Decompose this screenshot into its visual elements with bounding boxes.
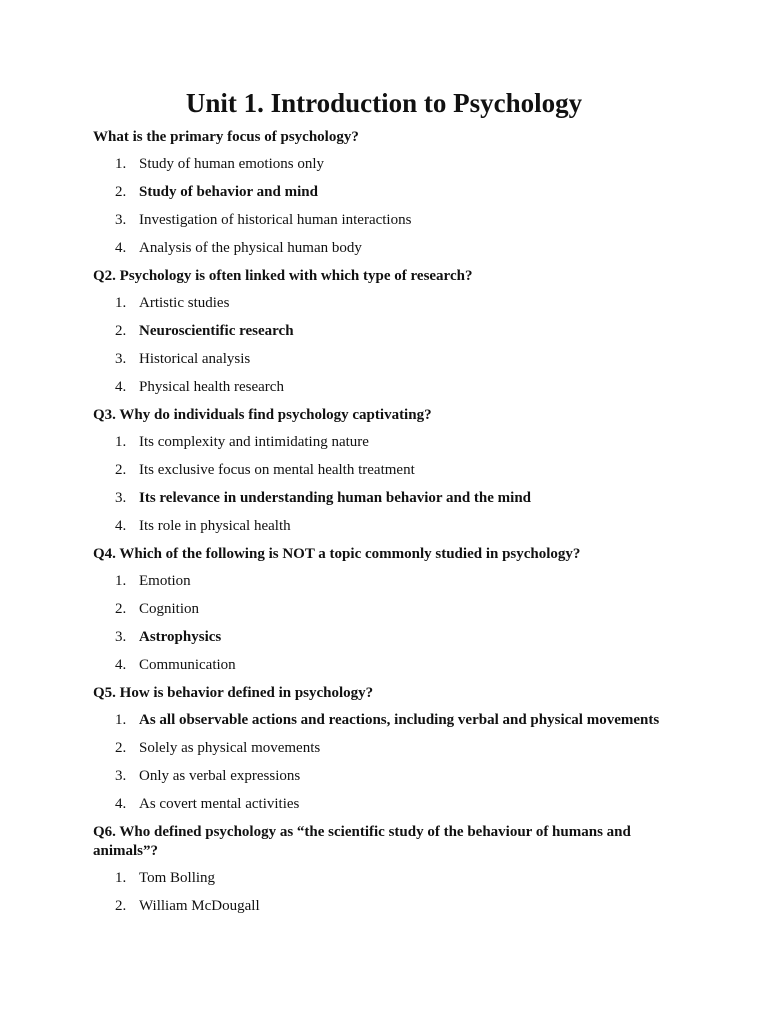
- option-number: 2.: [115, 898, 127, 914]
- option-text: Communication: [139, 657, 236, 673]
- option-text: Emotion: [139, 573, 191, 589]
- option-number: 4.: [115, 796, 127, 812]
- option-item: [93, 517, 663, 536]
- option-item-answer: [93, 711, 663, 730]
- option-item: [93, 350, 663, 369]
- question-text: Q5. How is behavior defined in psychology?: [93, 685, 374, 701]
- question-text: Q4. Which of the following is NOT a topic commonly studied in psychology?: [93, 546, 581, 562]
- question-list: [93, 128, 663, 925]
- option-text: Historical analysis: [139, 351, 251, 367]
- option-text: Its role in physical health: [139, 518, 291, 534]
- option-text: Its exclusive focus on mental health treatment: [139, 462, 415, 478]
- option-item-answer: [93, 489, 663, 508]
- question-text: Q3. Why do individuals find psychology captivating?: [93, 407, 432, 423]
- option-list: [93, 294, 663, 397]
- option-number: 4.: [115, 518, 127, 534]
- option-item: [93, 433, 663, 452]
- question-block: [93, 406, 663, 536]
- option-text: As all observable actions and reactions, including verbal and physical movements: [139, 712, 660, 728]
- option-item: [93, 211, 663, 230]
- option-number: 2.: [115, 740, 127, 756]
- option-text: Only as verbal expressions: [139, 768, 301, 784]
- option-item: [93, 600, 663, 619]
- option-number: 3.: [115, 629, 127, 645]
- option-text: Cognition: [139, 601, 200, 617]
- option-text: Its relevance in understanding human behavior and the mind: [139, 490, 532, 506]
- option-text: Neuroscientific research: [139, 323, 294, 339]
- option-number: 1.: [115, 870, 127, 886]
- option-number: 1.: [115, 573, 127, 589]
- option-number: 1.: [115, 434, 127, 450]
- option-text: As covert mental activities: [139, 796, 300, 812]
- option-number: 2.: [115, 462, 127, 478]
- option-text: Study of behavior and mind: [139, 184, 318, 200]
- option-number: 3.: [115, 490, 127, 506]
- option-number: 3.: [115, 768, 127, 784]
- question-text: What is the primary focus of psychology?: [93, 129, 359, 145]
- option-list: [93, 155, 663, 258]
- option-number: 1.: [115, 295, 127, 311]
- option-number: 4.: [115, 657, 127, 673]
- option-item: [93, 656, 663, 675]
- option-item-answer: [93, 322, 663, 341]
- option-text: Artistic studies: [139, 295, 230, 311]
- option-number: 2.: [115, 184, 127, 200]
- question-block: [93, 545, 663, 675]
- question-block: [93, 684, 663, 814]
- option-number: 1.: [115, 712, 127, 728]
- option-text: Tom Bolling: [139, 870, 216, 886]
- option-item: [93, 461, 663, 480]
- option-item-answer: [93, 183, 663, 202]
- option-item: [93, 739, 663, 758]
- option-number: 3.: [115, 212, 127, 228]
- question-text: Q6. Who defined psychology as “the scientific study of the behaviour of humans and animals”?: [93, 824, 631, 859]
- option-item: [93, 795, 663, 814]
- option-item: [93, 869, 663, 888]
- option-item: [93, 378, 663, 397]
- option-number: 4.: [115, 240, 127, 256]
- question-text: Q2. Psychology is often linked with which type of research?: [93, 268, 473, 284]
- option-text: Investigation of historical human interactions: [139, 212, 412, 228]
- question-block: [93, 823, 663, 916]
- option-item: [93, 155, 663, 174]
- question-block: [93, 267, 663, 397]
- option-text: Astrophysics: [139, 629, 222, 645]
- option-number: 3.: [115, 351, 127, 367]
- option-text: Study of human emotions only: [139, 156, 324, 172]
- option-text: Physical health research: [139, 379, 284, 395]
- question-block: [93, 128, 663, 258]
- option-number: 4.: [115, 379, 127, 395]
- page-title: Unit 1. Introduction to Psychology: [185, 88, 583, 118]
- option-item: [93, 897, 663, 916]
- option-list: [93, 433, 663, 536]
- option-text: Solely as physical movements: [139, 740, 321, 756]
- option-number: 2.: [115, 601, 127, 617]
- option-list: [93, 572, 663, 675]
- option-text: William McDougall: [139, 898, 260, 914]
- option-text: Its complexity and intimidating nature: [139, 434, 369, 450]
- option-item: [93, 294, 663, 313]
- option-list: [93, 869, 663, 916]
- option-number: 1.: [115, 156, 127, 172]
- option-item-answer: [93, 628, 663, 647]
- option-number: 2.: [115, 323, 127, 339]
- option-text: Analysis of the physical human body: [139, 240, 362, 256]
- option-list: [93, 711, 663, 814]
- option-item: [93, 572, 663, 591]
- option-item: [93, 767, 663, 786]
- option-item: [93, 239, 663, 258]
